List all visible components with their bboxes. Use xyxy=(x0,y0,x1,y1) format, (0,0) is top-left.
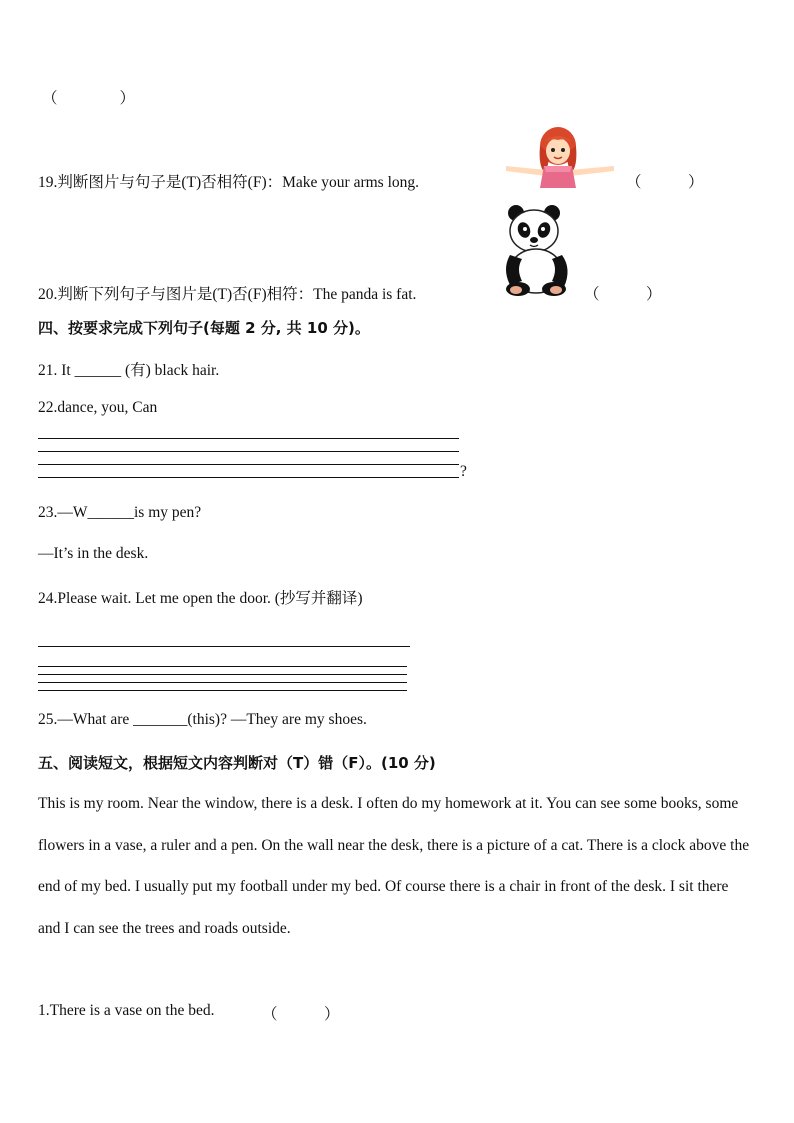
question-24-text: 24.Please wait. Let me open the door. (抄写并翻译) xyxy=(38,590,363,607)
question-21-text: 21. It ______ (有) black hair. xyxy=(38,362,220,379)
section-4-heading: 四、按要求完成下列句子(每题 2 分, 共 10 分)。 xyxy=(38,319,370,337)
section-5-heading: 五、阅读短文，根据短文内容判断对（T）错（F）。(10 分) xyxy=(38,754,436,772)
answer-line[interactable] xyxy=(38,674,407,675)
answer-line[interactable] xyxy=(38,666,407,667)
question-23-line1: 23.—W______is my pen? xyxy=(38,504,202,521)
reading-passage: This is my room. Near the window, there is a desk. I often do my homework at it. You can see some books, some flowers in a vase, a ruler and a pen. On the wall near the desk, there is a picture of a cat. There is a clock above the end of my bed. I usually put my football under my bed. Of course there is a chair in front of the desk. I sit there and I can see the trees and roads outside. xyxy=(38,795,750,937)
answer-line[interactable] xyxy=(38,451,459,452)
answer-line[interactable] xyxy=(38,477,459,478)
question-25-text: 25.—What are _______(this)? —They are my shoes. xyxy=(38,711,367,728)
answer-line[interactable] xyxy=(38,682,407,683)
answer-paren-19: （ ） xyxy=(626,174,704,191)
question-19-text: 19.判断图片与句子是(T)否相符(F)：Make your arms long. xyxy=(38,174,419,191)
question-20-text: 20.判断下列句子与图片是(T)否(F)相符：The panda is fat. xyxy=(38,286,417,303)
question-23-line2: —It’s in the desk. xyxy=(38,545,149,562)
answer-paren-20: （ ） xyxy=(584,286,662,303)
answer-line[interactable] xyxy=(38,646,410,647)
question-22-text: 22.dance, you, Can xyxy=(38,399,158,416)
answer-line[interactable] xyxy=(38,690,407,691)
answer-paren-r1: （ ） xyxy=(262,1006,340,1023)
girl-arms-out-icon xyxy=(500,124,620,188)
reading-question-1-text: 1.There is a vase on the bed. xyxy=(38,1002,215,1019)
answer-paren-18: （ ） xyxy=(42,90,136,107)
answer-line[interactable] xyxy=(38,438,459,439)
panda-icon xyxy=(496,203,576,297)
answer-line[interactable] xyxy=(38,464,459,465)
question-22-end-mark: ? xyxy=(460,463,467,480)
